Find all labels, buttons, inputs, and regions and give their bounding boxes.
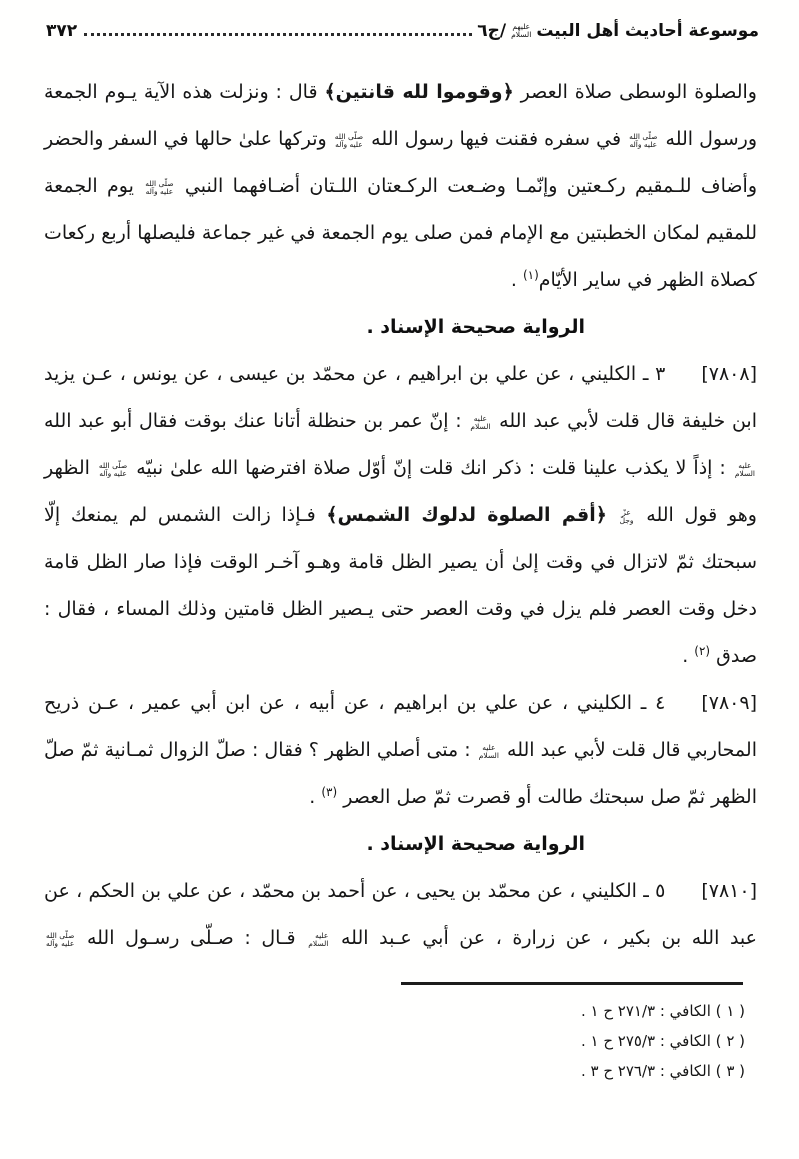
text-run: والصلوة الوسطى صلاة العصر (513, 81, 757, 104)
page-header (0, 0, 799, 41)
footnote-separator (401, 982, 743, 985)
text-run: ٣ ـ الكليني ، عن علي بن ابراهيم ، عن محمّد بن عيسى ، عن يونس ، عـن يزيد ابن خليفة قال قلت لأبي عبد الله (44, 363, 757, 433)
honorific-a-mark: عليه السلام (308, 931, 329, 949)
honorific-s-mark: صلّى الله عليه وآله (334, 132, 364, 150)
text-run: ٥ ـ الكليني ، عن محمّد بن يحيى ، عن أحمد بن محمّد ، عن علي بن الحكم ، عن عبد الله بن بكير ، عن زرارة ، عن أبي عـبد الله (44, 880, 757, 950)
volume-label: /ج٦ (477, 21, 507, 42)
text-run: فـإذا زالت الشمس لم يمنعك إلّا سبحتك ثمّ لاتزال في وقت إلىٰ أن يصير الظل قامة وهـو آخـر الوقت فإذا صار الظل قامة دخل وقت العصر فلم يزل في وقت العصر حتى يـصير الظل قامتين وذلك المساء ، فقال : صدق (44, 504, 757, 668)
book-title-text: موسوعة أحاديث أهل البيت (536, 21, 759, 42)
honorific-s-mark: صلّى الله عليه وآله (145, 179, 174, 197)
hadith-number: [٧٨٠٨] (701, 363, 757, 386)
text-run: : متى أصلي الظهر ؟ فقال : صلّ الزوال ثمـانية ثمّ صلّ الظهر ثمّ صل سبحتك طالت أو قصرت ثمّ صل العصر (44, 739, 757, 809)
grade-text: الرواية صحيحة الإسناد . (366, 833, 585, 856)
text-run: . (510, 269, 523, 292)
honorific-s-mark: صلّى الله عليه وآله (98, 461, 128, 479)
honorific-az-mark: عزّ وجلّ (619, 508, 634, 526)
hadith-7810 (44, 868, 757, 961)
page-body (0, 69, 799, 961)
book-title (477, 20, 759, 41)
text-run: ٤ ـ الكليني ، عن علي بن ابراهيم ، عن أبيه ، عن ابن أبي عمير ، عـن ذريح المحاربي قال قلت لأبي عبد الله (44, 692, 757, 762)
hadith-7808 (44, 351, 757, 680)
text-run: قال : ونزلت هذه الآية يـوم الجمعة ورسول الله (44, 81, 758, 151)
honorific-a-mark: عليه السلام (478, 743, 499, 761)
footnote-ref: (٣) (321, 785, 338, 800)
text-run: . (682, 645, 695, 668)
hadith-number: [٧٨٠٩] (701, 692, 757, 715)
footnote: ( ٢ ) الكافي : ٢٧٥/٣ ح ١ . (580, 1032, 745, 1050)
text-run: وتركها علىٰ حالها في السفر والحضر وأضاف للـمقيم ركـعتين وإنّمـا وضـعت الركـعتان اللـتان أضـافهما النبي (44, 128, 757, 198)
text-run: قـال : صـلّى رسـول الله (76, 927, 307, 950)
grade-line-1 (44, 304, 757, 351)
honorific-a-mark: عليه السلام (734, 461, 755, 479)
hadith-7809 (44, 680, 757, 821)
quran-quote: ﴿وقوموا لله قانتين﴾ (324, 81, 514, 104)
footnote: ( ١ ) الكافي : ٢٧١/٣ ح ١ . (580, 1002, 745, 1020)
dotted-leader (84, 33, 472, 36)
text-run: الظهر وهو قول الله (44, 457, 757, 527)
footnote: ( ٣ ) الكافي : ٢٧٦/٣ ح ٣ . (580, 1062, 745, 1080)
quran-quote: ﴿أقم الصلوة لدلوك الشمس﴾ (326, 504, 607, 527)
continuation-paragraph (44, 69, 757, 304)
honorific-am-mark: عليهم السلام (511, 21, 532, 39)
text-run: في سفره فقنت فيها رسول الله (365, 128, 628, 151)
footnote-ref: (١) (522, 268, 539, 283)
footnote-list (0, 994, 799, 1086)
grade-text: الرواية صحيحة الإسناد . (366, 316, 585, 339)
honorific-a-mark: عليه السلام (470, 414, 491, 432)
text-run (607, 504, 618, 526)
text-run: يوم الجمعة للمقيم لمكان الخطبتين مع الإمام فمن صلى يوم الجمعة في غير جماعة فليصلها أربع ركعات كصلاة الظهر في ساير الأيّام (44, 175, 757, 292)
footnote-ref: (٢) (694, 644, 711, 659)
honorific-s-mark: صلّى الله عليه وآله (629, 132, 658, 150)
title-honorific-slot (509, 20, 533, 41)
text-run: : إنّ عمر بن حنظلة أتانا عنك بوقت فقال أبو عبد الله (44, 410, 469, 433)
text-run: . (309, 786, 322, 809)
hadith-number: [٧٨١٠] (701, 880, 757, 903)
text-run: : إذاً لا يكذب علينا قلت : ذكر انك قلت إنّ أوّل صلاة افترضها الله علىٰ نبيّه (129, 457, 733, 480)
page-number: ٣٧٢ (46, 21, 78, 42)
footnotes-section (0, 982, 799, 1086)
grade-line-2 (44, 821, 757, 868)
honorific-s-mark: صلّى الله عليه وآله (46, 931, 75, 949)
